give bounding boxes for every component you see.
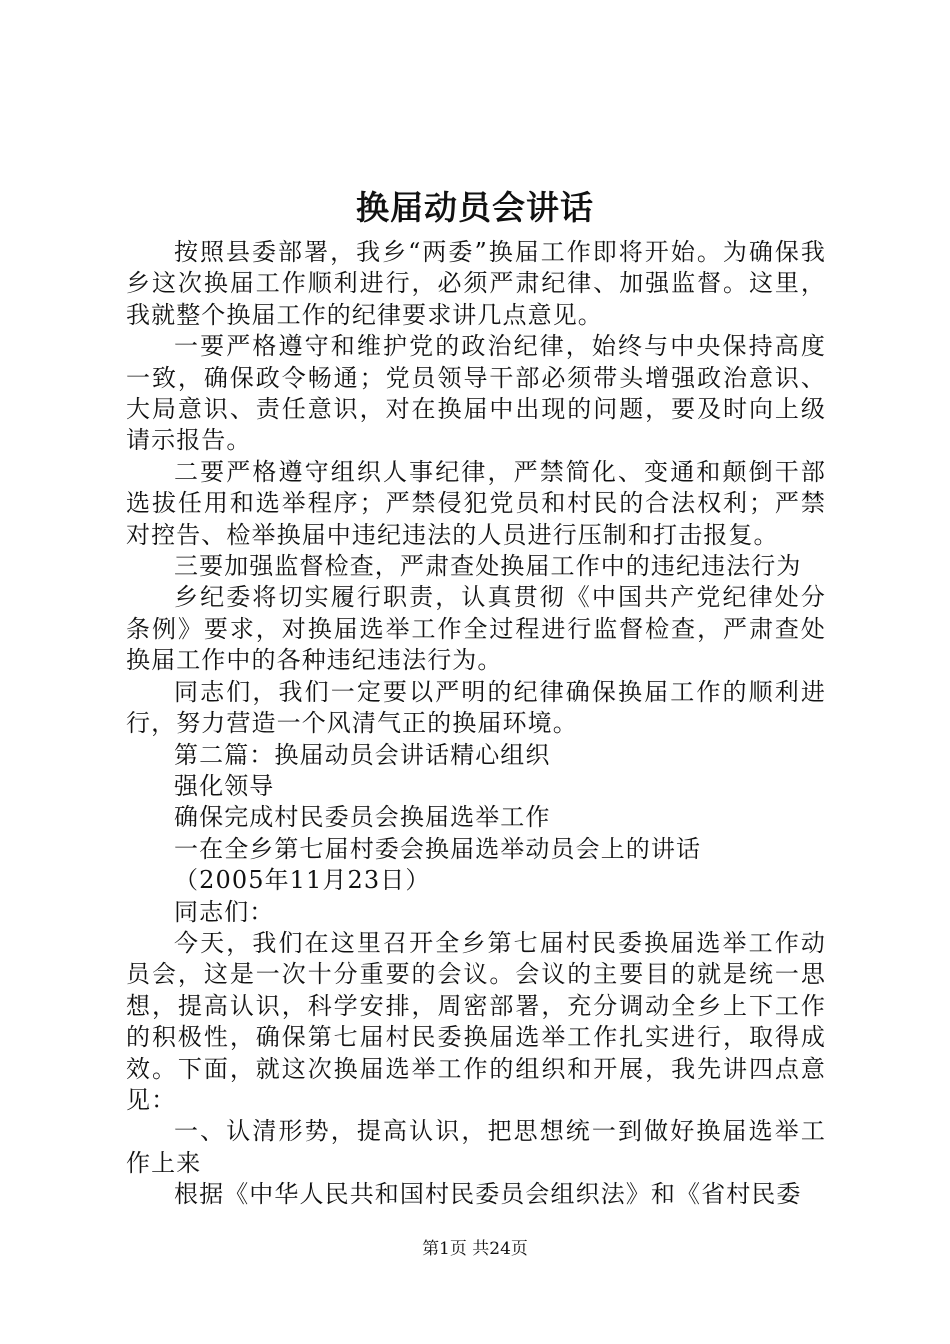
section-heading: 强化领导 (174, 771, 275, 800)
section-heading: 确保完成村民委员会换届选举工作 (174, 803, 551, 832)
paragraph: 同志们，我们一定要以严明的纪律确保换届工作的顺利进行，努力营造一个风清气正的换届环境。 (126, 677, 826, 738)
paragraph: 二要严格遵守组织人事纪律，严禁简化、变通和颠倒干部选拔任用和选举程序；严禁侵犯党员和村民的合法权利；严禁对控告、检举换届中违纪违法的人员进行压制和打击报复。 (126, 457, 826, 549)
paragraph: 乡纪委将切实履行职责，认真贯彻《中国共产党纪律处分条例》要求，对换届选举工作全过程进行监督检查，严肃查处换届工作中的各种违纪违法行为。 (126, 583, 826, 675)
salutation: 同志们： (174, 897, 275, 926)
paragraph: 今天，我们在这里召开全乡第七届村民委换届选举工作动员会，这是一次十分重要的会议。会议的主要目的就是统一思想，提高认识，科学安排，周密部署，充分调动全乡上下工作的积极性，确保第七届村民委换届选举工作扎实进行，取得成效。下面，就这次换届选举工作的组织和开展，我先讲四点意见： (126, 928, 826, 1114)
section-heading: 第二篇：换届动员会讲话精心组织 (174, 740, 551, 769)
document-body (126, 237, 826, 1211)
speech-date: （2005年11月23日） (174, 866, 431, 895)
paragraph: 根据《中华人民共和国村民委员会组织法》和《省村民委 (174, 1180, 802, 1209)
document-title: 换届动员会讲话 (356, 188, 594, 227)
page-footer: 第1页 共24页 (422, 1239, 528, 1259)
paragraph: 三要加强监督检查，严肃查处换届工作中的违纪违法行为 (174, 552, 802, 581)
paragraph: 一、认清形势，提高认识，把思想统一到做好换届选举工作上来 (126, 1117, 826, 1177)
paragraph: 按照县委部署，我乡“两委”换届工作即将开始。为确保我乡这次换届工作顺利进行，必须严肃纪律、加强监督。这里，我就整个换届工作的纪律要求讲几点意见。 (126, 238, 826, 329)
paragraph: 一要严格遵守和维护党的政治纪律，始终与中央保持高度一致，确保政令畅通；党员领导干部必须带头增强政治意识、大局意识、责任意识，对在换届中出现的问题，要及时向上级请示报告。 (126, 332, 826, 455)
speech-subtitle: 一在全乡第七届村委会换届选举动员会上的讲话 (174, 834, 702, 863)
